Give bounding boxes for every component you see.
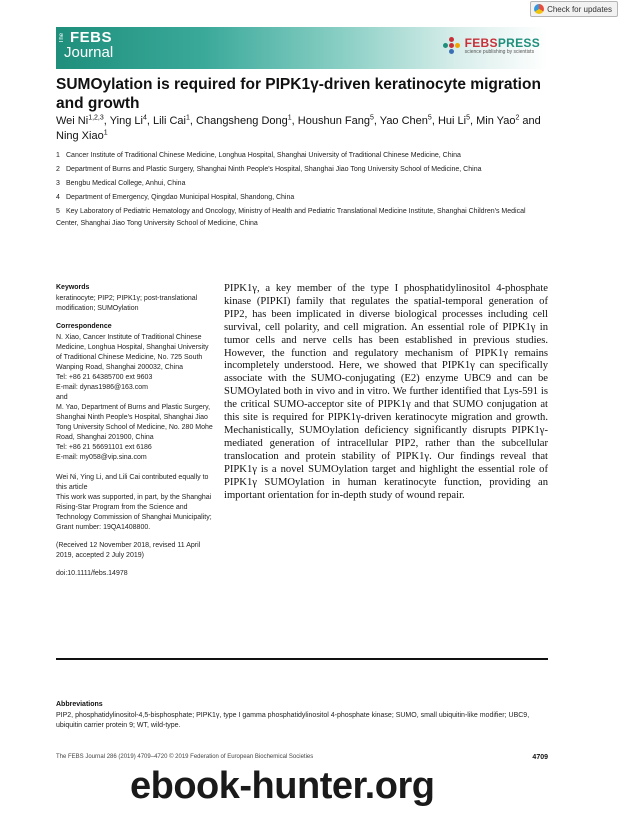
author-name: Hui Li <box>437 115 467 127</box>
febs-press-logo[interactable] <box>443 37 540 55</box>
affiliation-text: Cancer Institute of Traditional Chinese Medicine, Longhua Hospital, Shanghai University of Traditional Chinese Medicine, China <box>66 152 461 159</box>
author-affiliation-marker: 1 <box>287 114 292 122</box>
author-name: Yao Chen <box>379 115 428 127</box>
journal-logo-journal: Journal <box>64 44 114 61</box>
affiliation-item <box>56 206 548 229</box>
equal-contribution-note: Wei Ni, Ying Li, and Lili Cai contributed equally to this article <box>56 474 209 491</box>
author-name: Ning Xiao <box>56 130 104 142</box>
correspondence-email-2[interactable]: E-mail: my058@vip.sina.com <box>56 454 147 461</box>
author-affiliation-marker: 5 <box>369 114 374 122</box>
funding-note: This work was supported, in part, by the Shanghai Rising-Star Program from the Science and Technology Commission of Shanghai Municipality; Grant number: 19QA1408800. <box>56 494 212 531</box>
author-list: Wei Ni$^{1,2,3}$, Ying Li$^4$, Lili Cai$^1$, Changsheng Dong$^1$, Houshun Fang$^5$, Yao Chen$^5$, Hui Li$^5$, Min Yao$^2$ and Ning Xiao$^1$ <box>56 114 541 142</box>
affiliation-text: Bengbu Medical College, Anhui, China <box>66 180 186 187</box>
page-footer <box>56 754 548 761</box>
abstract-text: PIPK1γ, a key member of the type I phosphatidylinositol 4-phosphate kinase (PIPKI) family that regulates the spatial-temporal generation of PIP2, has been implicated in diverse biological processes including cell survival, cell polarity, and cell migration. An essential role of PIPK1γ in tumor cells and nerve cells has been established in previous studies. However, the function and regulatory mechanism of PIPK1γ remains incompletely understood. Here, we showed that PIPK1γ can specifically associate with the SUMO-conjugating (E2) enzyme UBC9 and can be SUMOylated both in vivo and in vitro. We further identified that Lys-591 is the critical SUMO-acceptor site of PIPK1γ and that SUMO conjugation at this site is required for PIPK1γ-driven keratinocyte migration and growth. Mechanistically, SUMOylation deficiency significantly disrupts PIPK1γ-mediated generation of intracellular PIP2, rather than the subcellular translocation and protein stability of PIPK1γ. Our findings reveal that PIPK1γ is a novel SUMOylation target and highlight the essential role of PIPK1γ SUMOylation in human keratinocyte function, providing an important orientation for in-depth study of wound repair. <box>224 283 548 501</box>
author-name: Lili Cai <box>152 115 186 127</box>
febs-press-dots-icon <box>443 37 461 55</box>
affiliation-item <box>56 164 548 176</box>
correspondence-email-1[interactable]: E-mail: dynas1986@163.com <box>56 384 148 391</box>
author-name: Min Yao <box>476 115 516 127</box>
affiliation-number: 2 <box>56 166 60 173</box>
journal-logo-the: The <box>59 33 65 44</box>
author-affiliation-marker: 5 <box>466 114 470 122</box>
author-affiliation-marker: 1,2,3 <box>88 114 104 122</box>
received-dates: (Received 12 November 2018, revised 11 April 2019, accepted 2 July 2019) <box>56 542 201 559</box>
affiliation-number: 1 <box>56 152 60 159</box>
journal-header-bar <box>56 27 548 69</box>
affiliation-list <box>56 150 548 232</box>
affiliation-item <box>56 192 548 204</box>
correspondence-heading: Correspondence <box>56 323 112 330</box>
affiliation-number: 3 <box>56 180 60 187</box>
section-divider <box>56 658 548 660</box>
correspondence-tel-2: Tel: +86 21 56691101 ext 6186 <box>56 444 152 451</box>
keywords-text: keratinocyte; PIP2; PIPK1γ; post-translational modification; SUMOylation <box>56 295 198 312</box>
crossmark-icon <box>534 4 544 14</box>
author-affiliation-marker: 1 <box>103 129 108 137</box>
article-title: SUMOylation is required for PIPK1γ-driven keratinocyte migration and growth <box>56 76 541 112</box>
affiliation-text: Department of Burns and Plastic Surgery, Shanghai Ninth People's Hospital, Shanghai Jiao Tong University School of Medicine, China <box>66 166 482 173</box>
affiliation-number: 5 <box>56 208 60 215</box>
author-affiliation-marker: 1 <box>185 114 190 122</box>
author-affiliation-marker: 2 <box>515 114 520 122</box>
affiliation-text: Key Laboratory of Pediatric Hematology and Oncology, Ministry of Health and Pediatric Translational Medicine Institute, Shanghai Children's Medical Center, Shanghai Jiao Tong University School of Medicine, China <box>56 208 526 227</box>
affiliation-text: Department of Emergency, Qingdao Municipal Hospital, Shandong, China <box>66 194 295 201</box>
correspondence-and: and <box>56 394 68 401</box>
journal-logo-febs: FEBS <box>70 29 113 46</box>
press-tagline: science publishing by scientists <box>464 49 535 55</box>
author-name: Wei Ni <box>56 115 89 127</box>
abbreviations-heading: Abbreviations <box>56 701 103 708</box>
check-for-updates-label: Check for updates <box>547 4 612 14</box>
doi-link[interactable]: doi:10.1111/febs.14978 <box>56 570 128 577</box>
author-affiliation-marker: 5 <box>427 114 432 122</box>
keywords-heading: Keywords <box>56 284 90 291</box>
page-number: 4709 <box>532 754 548 761</box>
author-name: Ying Li <box>109 115 143 127</box>
press-name-febs: FEBS <box>464 36 498 50</box>
correspondence-address-2: M. Yao, Department of Burns and Plastic Surgery, Shanghai Ninth People's Hospital, Shanghai Jiao Tong University School of Medicine, No. 280 Mohe Road, Shanghai 201900, China <box>56 404 213 441</box>
author-affiliation-marker: 4 <box>142 114 147 122</box>
abbreviations-text: PIP2, phosphatidylinositol-4,5-bisphosphate; PIPK1γ, type I gamma phosphatidylinositol 4-phosphate kinase; SUMO, small ubiquitin-like modifier; UBC9, ubiquitin carrier protein 9; WT, wild-type. <box>56 712 530 729</box>
author-name: Houshun Fang <box>297 115 370 127</box>
abbreviations-section <box>56 700 548 731</box>
journal-logo[interactable] <box>64 30 113 60</box>
watermark-text: ebook-hunter.org <box>130 765 435 807</box>
correspondence-tel-1: Tel: +86 21 64385700 ext 9603 <box>56 374 153 381</box>
affiliation-number: 4 <box>56 194 60 201</box>
article-info-sidebar <box>56 283 216 587</box>
author-name: Changsheng Dong <box>196 115 288 127</box>
footer-citation: The FEBS Journal 286 (2019) 4709–4720 © 2019 Federation of European Biochemical Societies <box>56 754 314 760</box>
affiliation-item <box>56 150 548 162</box>
correspondence-address-1: N. Xiao, Cancer Institute of Traditional Chinese Medicine, Longhua Hospital, Shanghai University of Traditional Chinese Medicine, No. 725 South Wanping Road, Shanghai 200032, China <box>56 334 209 371</box>
affiliation-item <box>56 178 548 190</box>
check-for-updates-button[interactable] <box>530 1 618 17</box>
press-name-press: PRESS <box>497 36 540 50</box>
